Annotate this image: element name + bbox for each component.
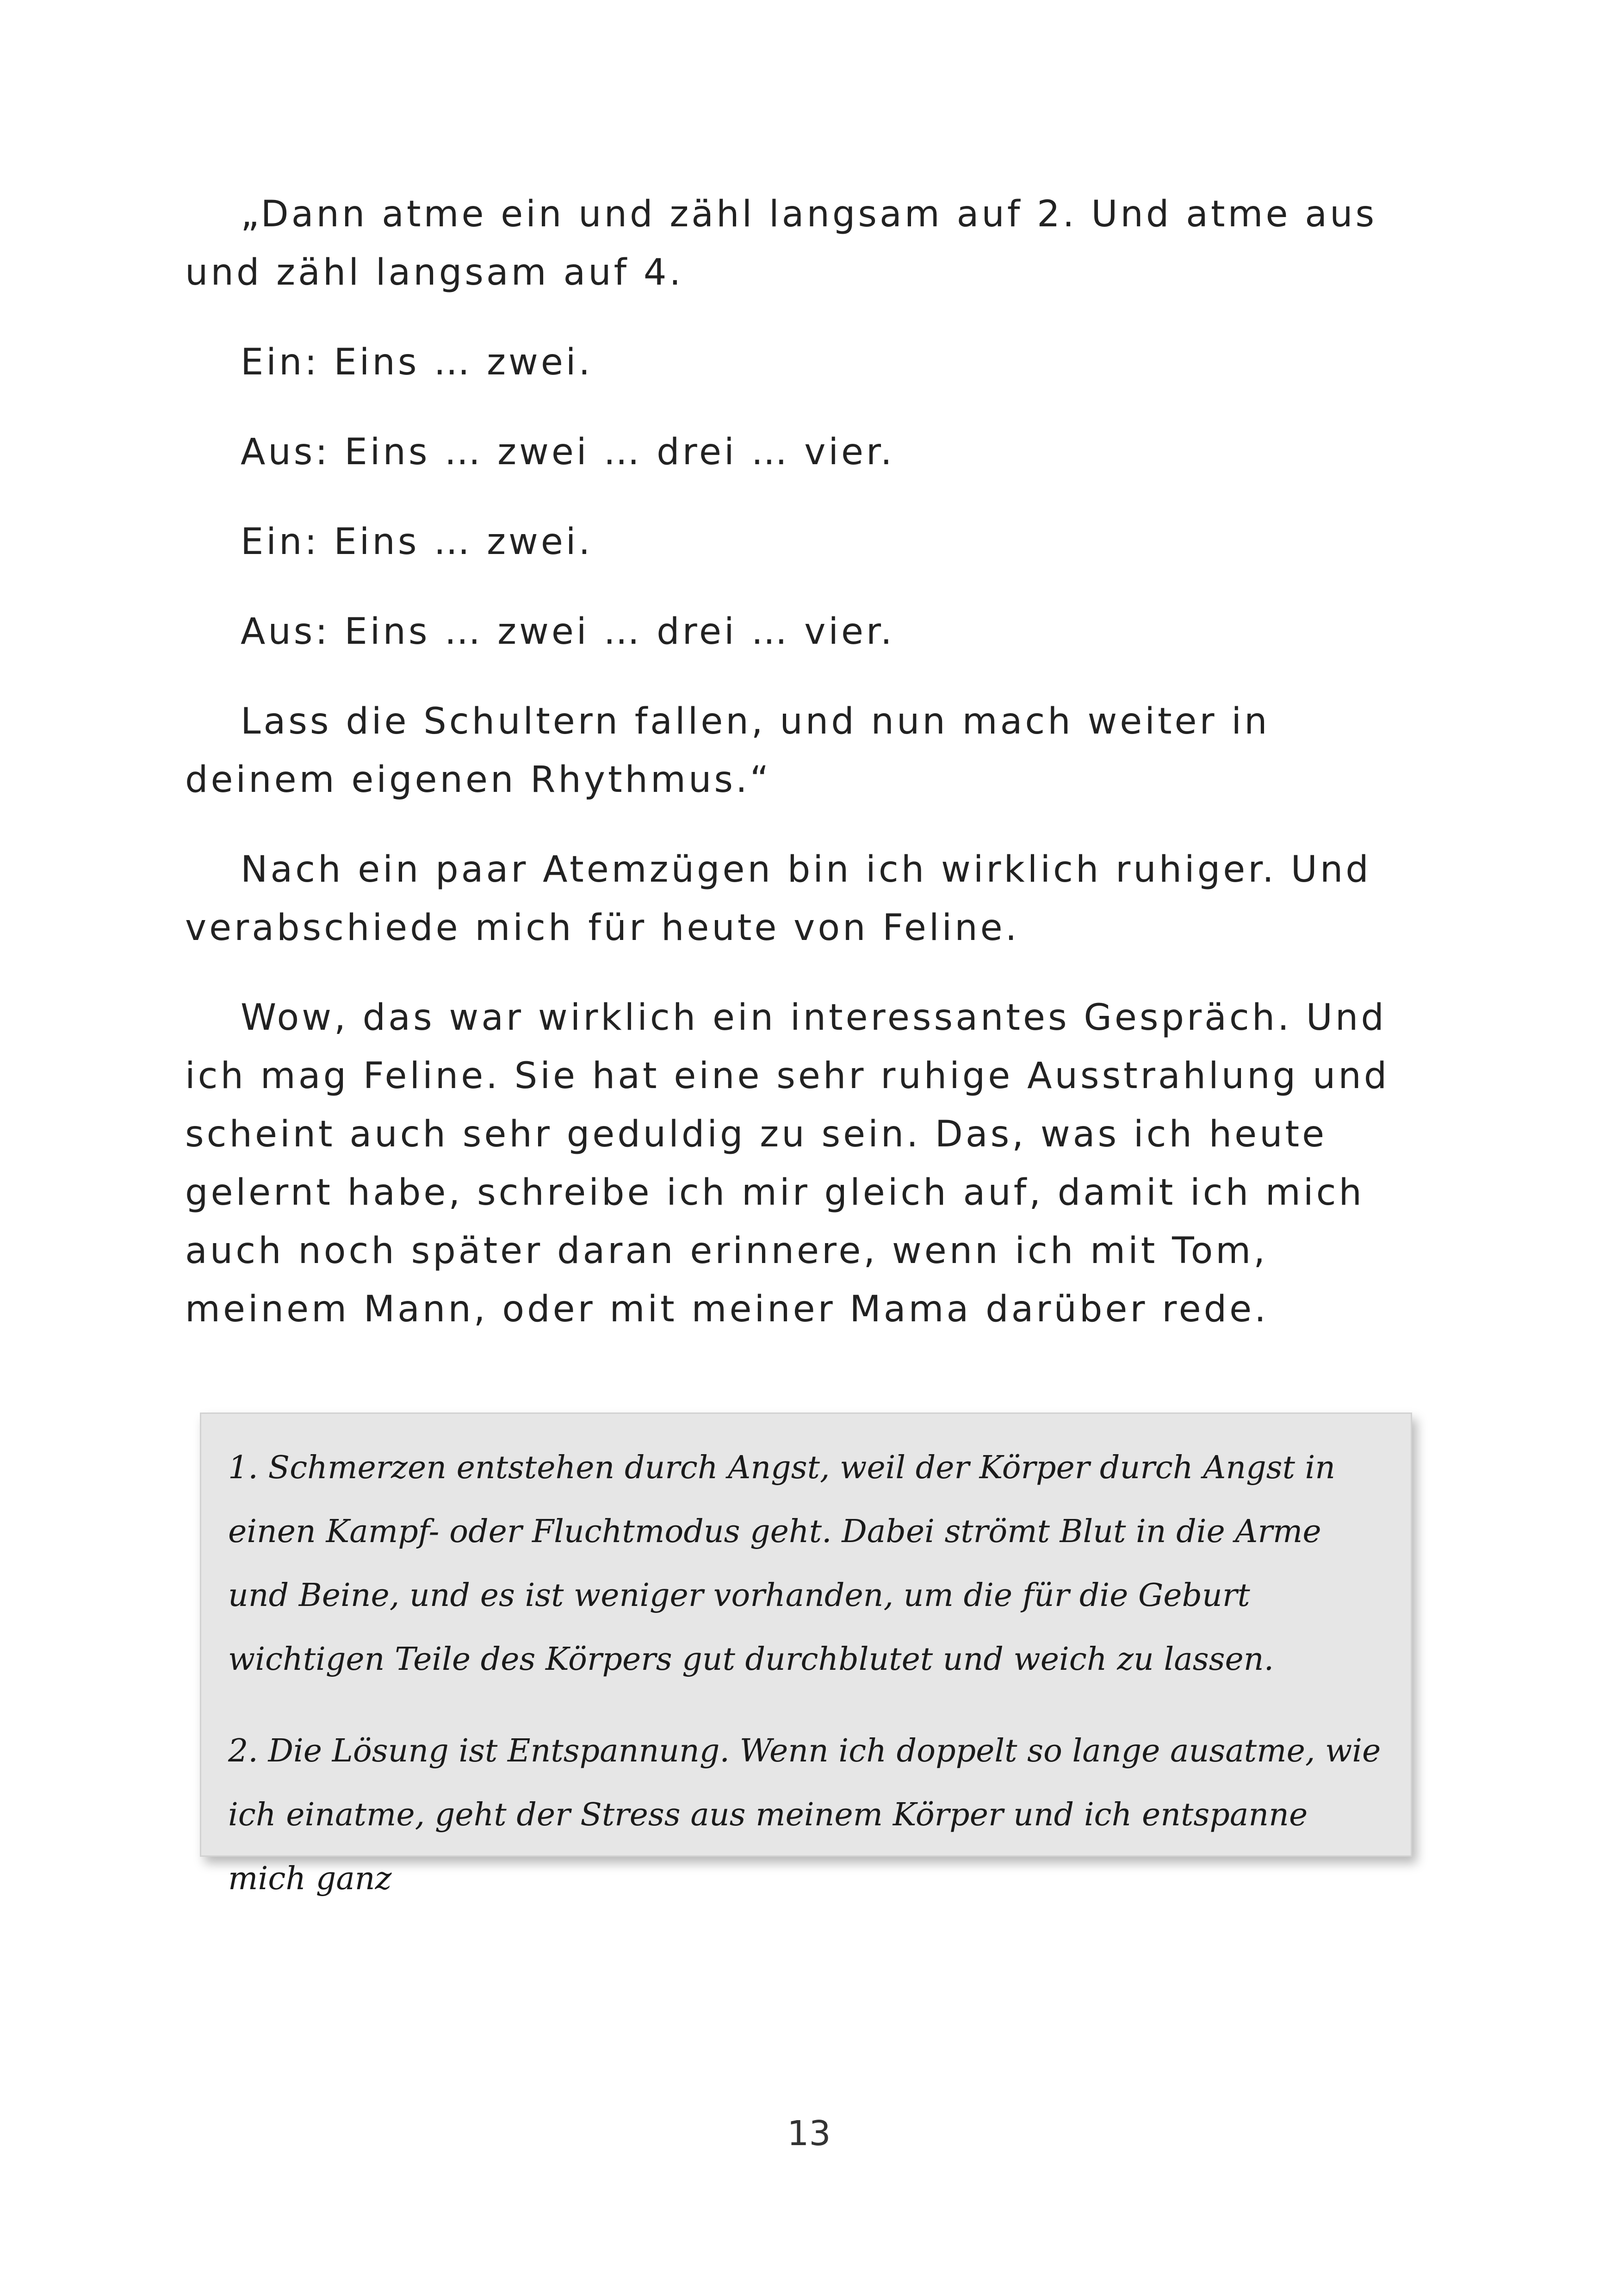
paragraph-inhale-1: Ein: Eins … zwei. <box>241 342 593 383</box>
body-text <box>185 185 1434 1338</box>
paragraph-breathing-instruction: „Dann atme ein und zähl langsam auf 2. Und atme aus und zähl langsam auf 4. <box>185 193 1377 293</box>
paragraph-exhale-2: Aus: Eins … zwei … drei … vier. <box>241 611 895 653</box>
paragraph-exhale-1: Aus: Eins … zwei … drei … vier. <box>241 431 895 473</box>
paragraph-shoulders: Lass die Schultern fallen, und nun mach weiter in deinem eigenen Rhythmus.“ <box>185 701 1270 801</box>
note-item-2: 2. Die Lösung ist Entspannung. Wenn ich doppelt so lange ausatme, wie ich einatme, geht der Stress aus meinem Körper und ich entspanne mich ganz <box>228 1733 1381 1897</box>
paragraph-inhale-2: Ein: Eins … zwei. <box>241 521 593 563</box>
paragraph-calmer: Nach ein paar Atemzügen bin ich wirklich ruhiger. Und verabschiede mich für heute von Feline. <box>185 849 1371 949</box>
note-item-1: 1. Schmerzen entstehen durch Angst, weil der Körper durch Angst in einen Kampf- oder Fluchtmodus geht. Dabei strömt Blut in die Arme und Beine, und es ist weniger vorhanden, um die für die Geburt wichtigen Teile des Körpers gut durchblutet und weich zu lassen. <box>228 1450 1336 1678</box>
page-number: 13 <box>787 2114 831 2153</box>
paragraph-reflection: Wow, das war wirklich ein interessantes Gespräch. Und ich mag Feline. Sie hat eine sehr ruhige Ausstrahlung und scheint auch sehr geduldig zu sein. Das, was ich heute gelernt habe, schreibe ich mir gleich auf, damit ich mich auch noch später daran erinnere, wenn ich mit Tom, meinem Mann, oder mit meiner Mama darüber rede. <box>185 997 1390 1330</box>
handwritten-note-box <box>200 1412 1412 1897</box>
